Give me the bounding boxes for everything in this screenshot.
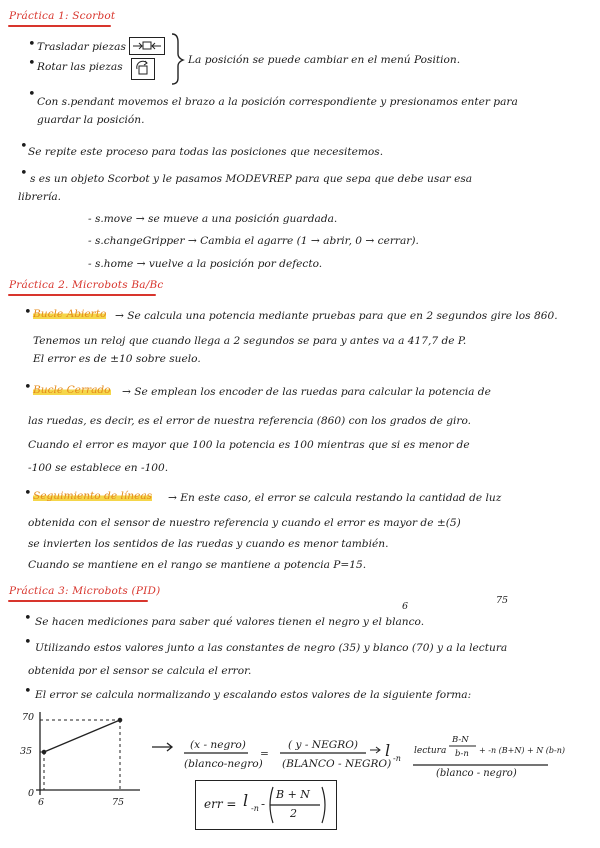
cerrado-line-3: Cuando el error es mayor que 100 la potencia es 100 mientras que si es menor de: [28, 439, 470, 451]
rhs-lectura: lectura: [414, 746, 447, 756]
boxed-err: err =: [204, 797, 237, 811]
bullet: •: [20, 166, 28, 181]
bullet: •: [24, 380, 32, 395]
formula2-denominator: (BLANCO - NEGRO): [282, 758, 392, 770]
translate-icon: [129, 37, 165, 55]
seguimiento-line-2: obtenida con el sensor de nuestro referencia y cuando el error es mayor de ±(5): [28, 517, 461, 529]
formula2-numerator: ( y - NEGRO): [288, 739, 359, 751]
cerrado-line-1: → Se emplean los encoder de las ruedas para calcular la potencia de: [122, 386, 491, 398]
rhs-frac-den: b-n: [455, 749, 469, 759]
ln-subscript: -n: [393, 754, 401, 763]
seguimiento-line-4: Cuando se mantiene en el rango se mantiene a potencia P=15.: [28, 559, 367, 571]
subhead-bucle-abierto: Bucle Abierto: [33, 308, 107, 320]
subhead-bucle-cerrado: Bucle Cerrado: [33, 384, 111, 396]
section-title-p2: Práctica 2. Microbots Ba/Bc: [9, 279, 164, 291]
bullet: •: [24, 684, 32, 699]
bullet: •: [20, 139, 28, 154]
para-error: El error se calcula normalizando y escalando estos valores de la siguiente forma:: [35, 689, 472, 701]
seguimiento-line-3: se invierten los sentidos de las ruedas y cuando es menor también.: [28, 538, 389, 550]
boxed-minus: -: [261, 797, 266, 811]
cerrado-line-4: -100 se establece en -100.: [28, 462, 169, 474]
para-s-pendant-2: guardar la posición.: [37, 114, 145, 126]
section-title-p3: Práctica 3: Microbots (PID): [9, 585, 161, 597]
para-scorbot-2: librería.: [18, 191, 62, 203]
bullet: •: [24, 305, 32, 320]
boxed-l: l: [243, 791, 249, 810]
para-scorbot: s es un objeto Scorbot y le pasamos MODEVREP para que sepa que debe usar esa: [30, 173, 473, 185]
seguimiento-line-1: → En este caso, el error se calcula restando la cantidad de luz: [168, 492, 502, 504]
rhs-tail: + -n (B+N) + N (b-n): [479, 746, 566, 755]
abierto-line-1: → Se calcula una potencia mediante pruebas para que en 2 segundos gire los 860.: [115, 310, 558, 322]
para-utilizando-2: obtenida por el sensor se calcula el error.: [28, 665, 252, 677]
rotate-icon: [131, 58, 155, 80]
title-underline: [8, 600, 148, 602]
bullet: •: [28, 56, 36, 71]
title-underline: [8, 294, 156, 296]
rhs-frac-num: B-N: [452, 735, 469, 745]
bullet: •: [24, 486, 32, 501]
para-mediciones: Se hacen mediciones para saber qué valores tienen el negro y el blanco.: [35, 616, 425, 628]
abierto-line-3: El error es de ±10 sobre suelo.: [33, 353, 201, 365]
graph-y-mid: 35: [20, 746, 33, 757]
brace-text: La posición se puede cambiar en el menú Position.: [188, 54, 461, 66]
graph-x-right: 75: [112, 797, 125, 808]
bullet: •: [24, 611, 32, 626]
graph-x-left: 6: [38, 797, 45, 808]
formula1-denominator: (blanco-negro): [184, 758, 263, 770]
bullet-rotar: Rotar las piezas: [37, 61, 123, 73]
equals-sign: =: [260, 748, 269, 760]
boxed-subscript: -n: [251, 804, 259, 813]
sup-blanco-value: 75: [496, 595, 509, 606]
bullet: •: [28, 87, 36, 102]
method-move: - s.move → se mueve a una posición guardada.: [88, 213, 338, 225]
bullet: •: [28, 37, 36, 52]
abierto-line-2: Tenemos un reloj que cuando llega a 2 segundos se para y antes va a 417,7 de P.: [33, 335, 467, 347]
graph-y-zero: 0: [28, 788, 35, 799]
subhead-seguimiento: Seguimiento de líneas: [33, 490, 153, 502]
boxed-denominator: 2: [290, 807, 297, 820]
method-gripper: - s.changeGripper → Cambia el agarre (1 → abrir, 0 → cerrar).: [88, 235, 419, 247]
para-s-pendant: Con s.pendant movemos el brazo a la posición correspondiente y presionamos enter para: [37, 96, 518, 108]
para-repeat: Se repite este proceso para todas las posiciones que necesitemos.: [28, 146, 384, 158]
section-title-p1: Práctica 1: Scorbot: [9, 10, 116, 22]
formula1-numerator: (x - negro): [190, 739, 246, 751]
title-underline: [8, 25, 111, 27]
bullet-trasladar: Trasladar piezas: [37, 41, 126, 53]
rhs-denominator: (blanco - negro): [436, 768, 517, 779]
cerrado-line-2: las ruedas, es decir, es el error de nuestra referencia (860) con los grados de giro.: [28, 415, 472, 427]
boxed-numerator: B + N: [276, 788, 310, 801]
bullet: •: [24, 635, 32, 650]
graph-y-top: 70: [22, 712, 35, 723]
para-utilizando: Utilizando estos valores junto a las constantes de negro (35) y blanco (70) y a la lectura: [35, 642, 508, 654]
sup-negro-value: 6: [402, 601, 409, 612]
method-home: - s.home → vuelve a la posición por defecto.: [88, 258, 323, 270]
ln-symbol: l: [385, 741, 391, 760]
